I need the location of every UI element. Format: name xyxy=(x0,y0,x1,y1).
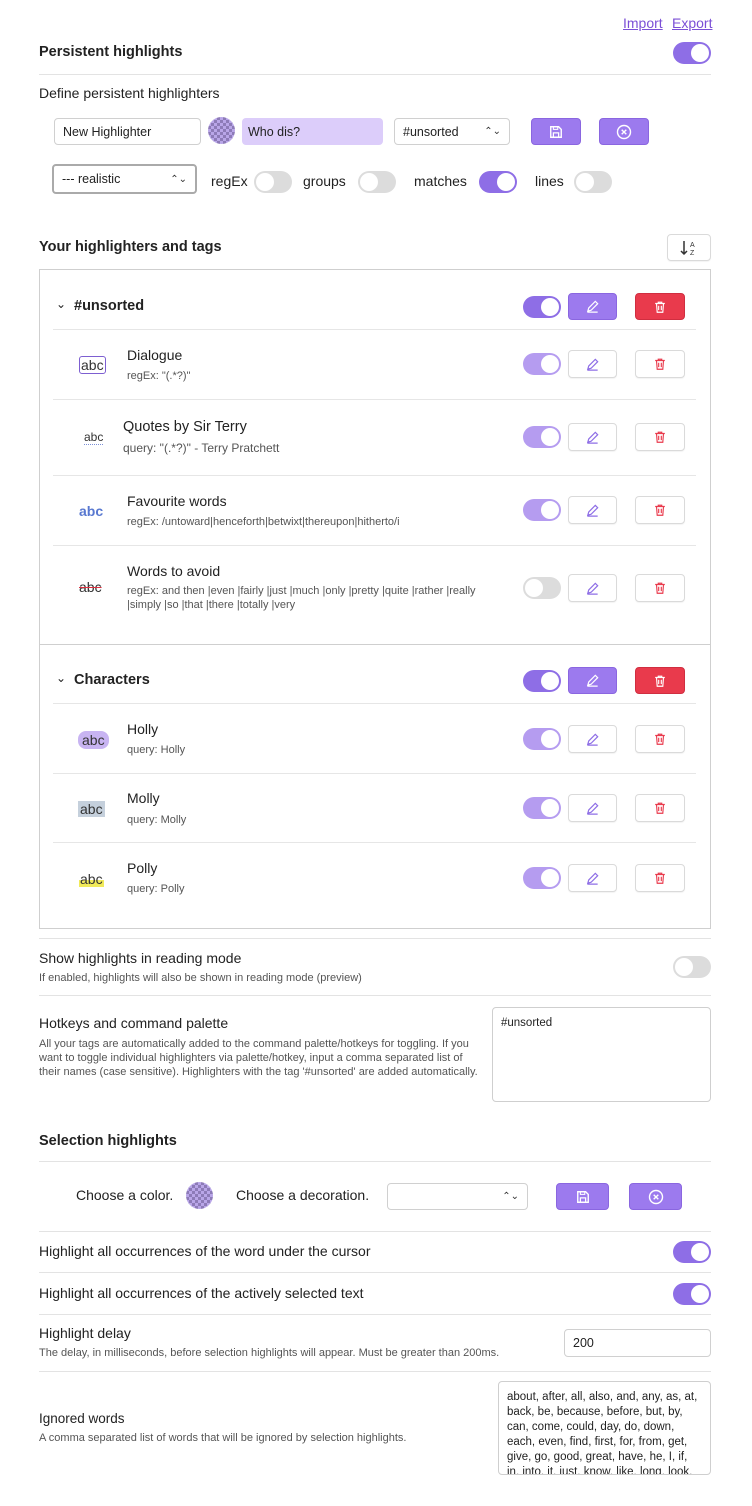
trash-icon xyxy=(653,430,667,444)
edit-tag-button[interactable] xyxy=(568,667,617,694)
hotkeys-desc: All your tags are automatically added to the command palette/hotkeys for toggling. If you want to toggle individual highlighters via palette/hotkey, input a comma separated list of their names (case sensitive). Highlighters with the tag '#unsorted' are added automatically. xyxy=(39,1038,478,1078)
highlighter-toggle[interactable] xyxy=(523,728,561,750)
matches-toggle[interactable] xyxy=(479,171,517,193)
edit-highlighter-button[interactable] xyxy=(568,725,617,753)
highlighter-name: Favourite words xyxy=(127,493,227,509)
divider xyxy=(53,399,696,400)
edit-highlighter-button[interactable] xyxy=(568,864,617,892)
trash-icon xyxy=(653,674,667,688)
highlighter-query: query: Polly xyxy=(127,883,185,895)
trash-icon xyxy=(653,732,667,746)
selection-title: Selection highlights xyxy=(39,1133,177,1149)
highlighter-toggle[interactable] xyxy=(523,353,561,375)
trash-icon xyxy=(653,503,667,517)
save-highlighter-button[interactable] xyxy=(531,118,581,145)
selection-color-picker-icon[interactable] xyxy=(186,1182,213,1209)
divider xyxy=(53,329,696,330)
highlighter-name: Holly xyxy=(127,721,159,737)
trash-icon xyxy=(653,801,667,815)
edit-highlighter-button[interactable] xyxy=(568,423,617,451)
divider xyxy=(53,545,696,546)
reading-mode-title: Show highlights in reading mode xyxy=(39,950,242,966)
divider xyxy=(39,938,711,939)
ignored-words-desc: A comma separated list of words that will be ignored by selection highlights. xyxy=(39,1432,407,1444)
chevron-updown-icon: ⌃⌄ xyxy=(502,1191,519,1202)
hotkeys-title: Hotkeys and command palette xyxy=(39,1015,229,1031)
save-icon xyxy=(576,1190,590,1204)
divider xyxy=(53,475,696,476)
pencil-icon xyxy=(585,503,600,518)
highlighter-toggle[interactable] xyxy=(523,577,561,599)
save-icon xyxy=(549,125,563,139)
close-circle-icon xyxy=(616,124,632,140)
selected-text-toggle[interactable] xyxy=(673,1283,711,1305)
sort-az-icon xyxy=(679,239,699,257)
divider xyxy=(39,1314,711,1315)
tag-name: #unsorted xyxy=(74,298,145,314)
highlighter-toggle[interactable] xyxy=(523,797,561,819)
highlighters-title: Your highlighters and tags xyxy=(39,239,222,255)
save-selection-button[interactable] xyxy=(556,1183,609,1210)
pencil-icon xyxy=(585,801,600,816)
tag-toggle[interactable] xyxy=(523,670,561,692)
edit-tag-button[interactable] xyxy=(568,293,617,320)
reading-mode-toggle[interactable] xyxy=(673,956,711,978)
pencil-icon xyxy=(585,357,600,372)
svg-text:A: A xyxy=(690,241,695,249)
trash-icon xyxy=(653,581,667,595)
lines-toggle[interactable] xyxy=(574,171,612,193)
edit-highlighter-button[interactable] xyxy=(568,794,617,822)
ignored-words-title: Ignored words xyxy=(39,1411,125,1426)
edit-highlighter-button[interactable] xyxy=(568,574,617,602)
delay-title: Highlight delay xyxy=(39,1325,131,1341)
highlighter-query: regEx: "(.*?)" xyxy=(127,370,191,382)
regex-toggle[interactable] xyxy=(254,171,292,193)
decoration-mode-value: --- realistic xyxy=(62,172,121,186)
trash-icon xyxy=(653,357,667,371)
ignored-words-textarea[interactable] xyxy=(498,1381,711,1475)
tag-select[interactable] xyxy=(394,118,510,145)
tag-toggle[interactable] xyxy=(523,296,561,318)
highlight-style-icon: abc xyxy=(84,430,104,444)
pencil-icon xyxy=(585,732,600,747)
highlight-style-icon: abc xyxy=(80,801,103,817)
highlighter-name: Dialogue xyxy=(127,347,183,363)
color-picker-icon[interactable] xyxy=(208,117,235,144)
delete-highlighter-button[interactable] xyxy=(635,864,685,892)
export-link[interactable]: Export xyxy=(672,15,713,31)
delete-highlighter-button[interactable] xyxy=(635,725,685,753)
cancel-highlighter-button[interactable] xyxy=(599,118,649,145)
pencil-icon xyxy=(585,430,600,445)
pencil-icon xyxy=(585,299,600,314)
close-circle-icon xyxy=(648,1189,664,1205)
choose-color-label: Choose a color. xyxy=(76,1187,174,1203)
divider xyxy=(53,842,696,843)
cancel-selection-button[interactable] xyxy=(629,1183,682,1210)
word-cursor-toggle[interactable] xyxy=(673,1241,711,1263)
pencil-icon xyxy=(585,871,600,886)
selected-text-label: Highlight all occurrences of the actively selected text xyxy=(39,1285,364,1301)
divider xyxy=(39,74,711,75)
divider xyxy=(53,773,696,774)
highlighter-name: Words to avoid xyxy=(127,563,221,579)
choose-decoration-label: Choose a decoration. xyxy=(236,1187,370,1203)
divider xyxy=(39,1272,711,1273)
tag-select-value: #unsorted xyxy=(403,124,459,139)
highlighter-toggle[interactable] xyxy=(523,499,561,521)
delete-highlighter-button[interactable] xyxy=(635,794,685,822)
edit-highlighter-button[interactable] xyxy=(568,496,617,524)
highlighter-name: Quotes by Sir Terry xyxy=(123,419,247,435)
trash-icon xyxy=(653,871,667,885)
divider xyxy=(53,703,696,704)
svg-text:Z: Z xyxy=(690,249,695,257)
delete-highlighter-button[interactable] xyxy=(635,423,685,451)
highlighter-name: Polly xyxy=(127,860,158,876)
reading-mode-desc: If enabled, highlights will also be shown in reading mode (preview) xyxy=(39,972,362,984)
tag-name: Characters xyxy=(74,672,150,688)
delete-highlighter-button[interactable] xyxy=(635,496,685,524)
highlighter-query: regEx: and then |even |fairly |just |much |only |pretty |quite |rather |really |simply |so |that |there |totally |very xyxy=(127,585,476,611)
highlight-style-icon: abc xyxy=(81,357,104,373)
word-cursor-label: Highlight all occurrences of the word under the cursor xyxy=(39,1243,371,1259)
highlighter-query: query: "(.*?)" - Terry Pratchett xyxy=(123,441,280,455)
divider xyxy=(39,1371,711,1372)
persistent-toggle[interactable] xyxy=(673,42,711,64)
selection-decoration-select[interactable] xyxy=(387,1183,528,1210)
delete-highlighter-button[interactable] xyxy=(635,574,685,602)
matches-label: matches xyxy=(414,173,467,189)
delete-highlighter-button[interactable] xyxy=(635,350,685,378)
highlighter-query: regEx: /untoward|henceforth|betwixt|thereupon|hitherto/i xyxy=(127,516,400,528)
trash-icon xyxy=(653,300,667,314)
chevron-down-icon[interactable]: ⌄ xyxy=(56,297,67,311)
delay-input[interactable] xyxy=(564,1329,711,1357)
chevron-down-icon[interactable]: ⌄ xyxy=(56,671,67,685)
decoration-mode-select[interactable] xyxy=(52,164,197,194)
highlighter-query: query: Molly xyxy=(127,814,187,826)
highlighter-toggle[interactable] xyxy=(523,867,561,889)
divider xyxy=(39,1161,711,1162)
groups-label: groups xyxy=(303,173,346,189)
highlight-style-icon: abc xyxy=(79,579,102,595)
highlighter-preview: Who dis? xyxy=(242,118,383,145)
sort-button[interactable] xyxy=(667,234,711,261)
divider xyxy=(39,1231,711,1232)
hotkeys-textarea[interactable] xyxy=(492,1007,711,1102)
regex-label: regEx xyxy=(211,173,248,189)
groups-toggle[interactable] xyxy=(358,171,396,193)
chevron-updown-icon: ⌃⌄ xyxy=(170,173,187,185)
define-label: Define persistent highlighters xyxy=(39,85,220,101)
highlight-style-icon: abc xyxy=(80,871,103,887)
chevron-updown-icon: ⌃⌄ xyxy=(484,126,501,137)
divider xyxy=(39,995,711,996)
highlighter-toggle[interactable] xyxy=(523,426,561,448)
highlighter-name: Molly xyxy=(127,790,160,806)
delete-tag-button[interactable] xyxy=(635,293,685,320)
highlight-style-icon: abc xyxy=(78,731,109,749)
lines-label: lines xyxy=(535,173,564,189)
delay-desc: The delay, in milliseconds, before selection highlights will appear. Must be greater than 200ms. xyxy=(39,1347,500,1359)
delete-tag-button[interactable] xyxy=(635,667,685,694)
pencil-icon xyxy=(585,581,600,596)
persistent-title: Persistent highlights xyxy=(39,44,183,60)
highlighter-query: query: Holly xyxy=(127,744,186,756)
pencil-icon xyxy=(585,673,600,688)
highlighter-name-input[interactable] xyxy=(54,118,201,145)
import-link[interactable]: Import xyxy=(623,15,663,31)
highlight-style-icon: abc xyxy=(79,503,104,519)
edit-highlighter-button[interactable] xyxy=(568,350,617,378)
